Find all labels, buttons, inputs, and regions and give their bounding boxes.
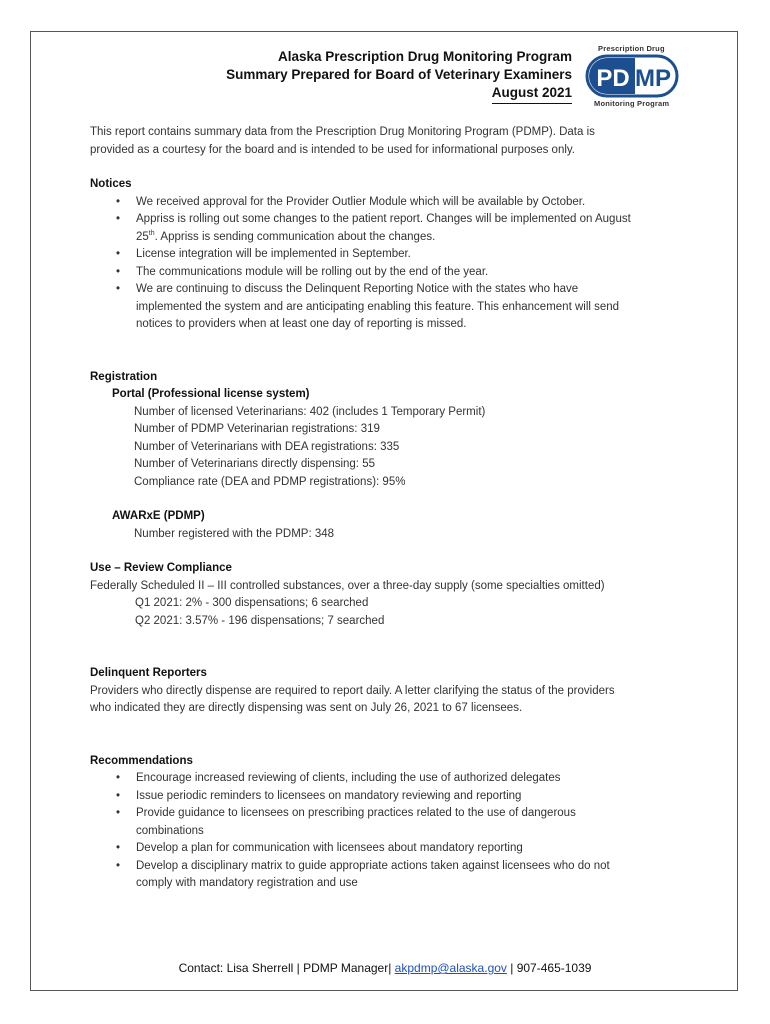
logo-pd-text: PD xyxy=(596,65,630,92)
recommendations-list xyxy=(90,770,690,893)
logo-top-text: Prescription Drug xyxy=(598,44,665,53)
use-review-stat: Q2 2021: 3.57% - 196 dispensations; 7 searched xyxy=(135,614,385,627)
logo-mp-text: MP xyxy=(635,65,671,92)
contact-footer xyxy=(0,961,770,975)
registration-heading: Registration xyxy=(90,370,158,383)
recommendation-item: • Develop a plan for communication with licensees about mandatory reporting xyxy=(90,840,690,858)
portal-stat: Number of Veterinarians with DEA registrations: 335 xyxy=(134,440,400,453)
bullet-icon: • xyxy=(116,265,121,278)
delinquent-text: Providers who directly dispense are required to report daily. A letter clarifying the status of the providers xyxy=(90,684,615,697)
awarxe-heading: AWARxE (PDMP) xyxy=(112,510,205,522)
notices-heading: Notices xyxy=(90,178,132,190)
recommendation-item: • Develop a disciplinary matrix to guide appropriate actions taken against licensees who do not comply with mandatory registration and use xyxy=(116,859,610,889)
bullet-icon: • xyxy=(116,859,121,872)
footer-contact-text: Contact: Lisa Sherrell | PDMP Manager| xyxy=(178,961,395,975)
portal-heading: Portal (Professional license system) xyxy=(112,388,310,400)
intro-line: This report contains summary data from the Prescription Drug Monitoring Program (PDMP). Data is xyxy=(90,126,595,138)
bullet-icon: • xyxy=(116,195,121,208)
notice-item: • The communications module will be rolling out by the end of the year. xyxy=(90,264,690,282)
recommendation-item: • Issue periodic reminders to licensees on mandatory reviewing and reporting xyxy=(90,788,690,806)
pdmp-logo xyxy=(585,44,680,110)
bullet-icon: • xyxy=(116,842,121,854)
use-review-stat: Q1 2021: 2% - 300 dispensations; 6 searched xyxy=(135,597,369,609)
awarxe-stat: Number registered with the PDMP: 348 xyxy=(134,527,335,540)
recommendations-heading: Recommendations xyxy=(90,754,193,767)
notice-item: • Appriss is rolling out some changes to the patient report. Changes will be implemented on August 25th. Appriss is sending communication about the changes. xyxy=(116,213,631,243)
logo-bottom-text: Monitoring Program xyxy=(594,99,670,108)
bullet-icon: • xyxy=(116,213,121,225)
header-title: Alaska Prescription Drug Monitoring Program xyxy=(277,49,572,64)
bullet-icon: • xyxy=(116,283,121,295)
portal-stat: Number of Veterinarians directly dispensing: 55 xyxy=(134,458,375,470)
header-subtitle: Summary Prepared for Board of Veterinary Examiners xyxy=(226,67,572,82)
email-link[interactable]: akpdmp@alaska.gov xyxy=(394,961,507,975)
footer-phone: | 907-465-1039 xyxy=(506,961,592,975)
pdmp-logo-icon xyxy=(585,53,680,99)
intro-line: provided as a courtesy for the board and is intended to be used for informational purposes only. xyxy=(90,143,575,156)
use-review-heading: Use – Review Compliance xyxy=(90,562,232,574)
notice-item: • License integration will be implemented in September. xyxy=(90,246,690,264)
portal-stat: Number of licensed Veterinarians: 402 (includes 1 Temporary Permit) xyxy=(134,405,486,418)
bullet-icon: • xyxy=(116,248,121,260)
delinquent-text: who indicated they are directly dispensing was sent on July 26, 2021 to 67 licensees. xyxy=(90,702,523,714)
portal-stat: Number of PDMP Veterinarian registrations: 319 xyxy=(134,423,380,435)
recommendation-item: • Encourage increased reviewing of clients, including the use of authorized delegates xyxy=(90,770,690,788)
notice-item: • We are continuing to discuss the Delinquent Reporting Notice with the states who have implemented the system and are anticipating enabling this feature. This enhancement will send notices to providers when at least one day of reporting is missed. xyxy=(116,283,620,330)
bullet-icon: • xyxy=(116,789,121,802)
document-body xyxy=(90,124,690,893)
recommendation-item: • Provide guidance to licensees on prescribing practices related to the use of dangerous combinations xyxy=(116,807,576,837)
notice-item: • We received approval for the Provider Outlier Module which will be available by October. xyxy=(90,194,690,212)
bullet-icon: • xyxy=(116,772,121,784)
notices-list xyxy=(90,194,690,334)
use-review-description: Federally Scheduled II – III controlled substances, over a three-day supply (some specialties omitted) xyxy=(90,579,605,592)
document-header xyxy=(226,48,572,104)
bullet-icon: • xyxy=(116,807,121,819)
portal-stat: Compliance rate (DEA and PDMP registrations): 95% xyxy=(134,475,406,488)
header-date: August 2021 xyxy=(492,84,572,104)
delinquent-heading: Delinquent Reporters xyxy=(90,667,207,679)
